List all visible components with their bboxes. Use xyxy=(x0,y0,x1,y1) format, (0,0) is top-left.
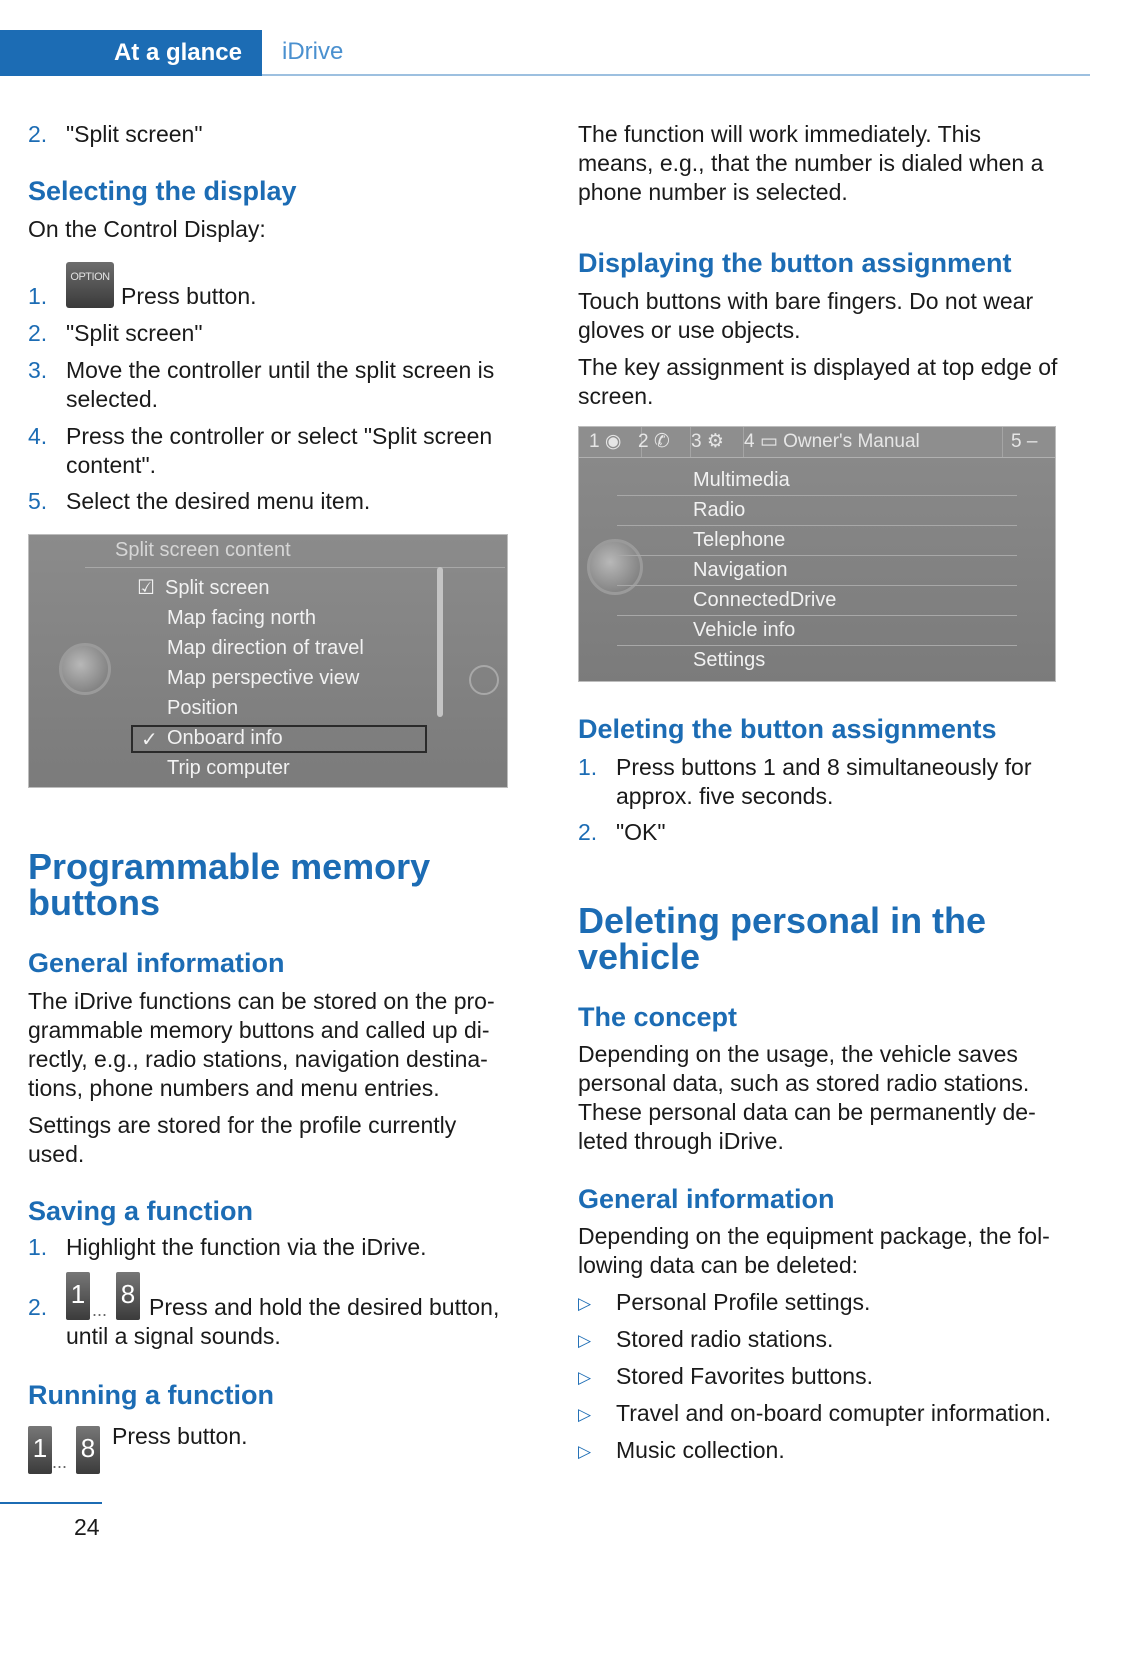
deleting-assignments-heading: Deleting the button assignments xyxy=(578,714,997,744)
menu-item: Map perspective view xyxy=(167,667,360,689)
step-text: "Split screen" xyxy=(66,320,203,346)
step-number: 5. xyxy=(28,488,48,514)
step-number: 1. xyxy=(28,283,48,309)
menu-divider xyxy=(617,495,1017,496)
controller-knob-icon xyxy=(587,539,643,595)
key-assignment-text: screen. xyxy=(578,383,654,409)
bullet-triangle-icon: ▷ xyxy=(578,1442,592,1461)
display-text: gloves or use objects. xyxy=(578,317,801,343)
menu-item: Radio xyxy=(693,499,746,521)
slot-5 xyxy=(997,427,1056,457)
scrollbar xyxy=(437,567,443,717)
bullet-triangle-icon: ▷ xyxy=(578,1405,592,1424)
slot-number: 5 – xyxy=(1011,431,1038,452)
concept-text: personal data, such as stored radio stations. xyxy=(578,1070,1030,1096)
deleting-personal-title-line2: vehicle xyxy=(578,936,701,977)
selecting-intro: On the Control Display: xyxy=(28,216,266,242)
concept-text: Depending on the usage, the vehicle saves xyxy=(578,1041,1018,1067)
check-mark-icon: ✓ xyxy=(141,729,158,751)
bullet-item: Stored radio stations. xyxy=(616,1326,834,1352)
display-text: Touch buttons with bare fingers. Do not wear xyxy=(578,288,1034,314)
screen-title: Split screen content xyxy=(115,539,291,561)
menu-item: Map facing north xyxy=(167,607,316,629)
antenna-icon: ◉ xyxy=(604,431,622,452)
step-number: 2. xyxy=(28,320,48,346)
settings-text: used. xyxy=(28,1141,85,1167)
step-text: until a signal sounds. xyxy=(66,1323,281,1349)
slot-2 xyxy=(632,427,691,457)
general-info-heading: General information xyxy=(578,1184,835,1214)
dots-separator: ... xyxy=(52,1452,68,1472)
chapter-title: iDrive xyxy=(282,38,344,65)
general-info-text: tions, phone numbers and menu entries. xyxy=(28,1075,440,1101)
list-number: 2. xyxy=(28,121,48,147)
memory-button-8-icon: 8 xyxy=(116,1272,140,1320)
slot-4 xyxy=(738,427,1003,457)
header-rule xyxy=(262,74,1090,76)
step-number: 2. xyxy=(578,819,598,845)
menu-item: Map direction of travel xyxy=(167,637,364,659)
menu-item: Navigation xyxy=(693,559,788,581)
list-text: "Split screen" xyxy=(66,121,203,147)
programmable-title-line2: buttons xyxy=(28,882,160,923)
slot-3 xyxy=(685,427,744,457)
menu-item: Telephone xyxy=(693,529,786,551)
dots-separator: ... xyxy=(92,1300,108,1320)
split-screen-menu-image xyxy=(28,534,508,788)
footer-rule xyxy=(0,1502,102,1504)
display-assignment-heading: Displaying the button assignment xyxy=(578,248,1012,278)
slot-number: 2 xyxy=(638,431,649,452)
bullet-triangle-icon: ▷ xyxy=(578,1331,592,1350)
intro-text: phone number is selected. xyxy=(578,179,848,205)
general-info-text: rectly, e.g., radio stations, navigation destina- xyxy=(28,1046,488,1072)
menu-divider xyxy=(617,615,1017,616)
step-text: "OK" xyxy=(616,819,666,845)
controller-knob-icon xyxy=(59,643,111,695)
menu-item: Split screen xyxy=(165,577,270,599)
bullet-item: Stored Favorites buttons. xyxy=(616,1363,873,1389)
menu-item: Position xyxy=(167,697,239,719)
step-text: selected. xyxy=(66,386,159,412)
checkbox-icon: ☑ xyxy=(137,577,155,599)
section-tab xyxy=(0,30,262,76)
general-info-text: grammable memory buttons and called up di- xyxy=(28,1017,490,1043)
programmable-title-line1: Programmable memory xyxy=(28,846,431,887)
bullet-item: Travel and on-board comupter information. xyxy=(616,1400,1052,1426)
step-text: Press the controller or select "Split screen xyxy=(66,423,493,449)
section-tab-label: At a glance xyxy=(113,39,242,66)
general-info-heading: General information xyxy=(28,948,285,978)
option-button-icon xyxy=(66,262,114,308)
running-heading: Running a function xyxy=(28,1380,274,1410)
bullet-item: Music collection. xyxy=(616,1437,785,1463)
step-text: Select the desired menu item. xyxy=(66,488,371,514)
deleting-personal-title-line1: Deleting personal in the xyxy=(578,900,987,941)
menu-divider xyxy=(617,555,1017,556)
step-text: Press and hold the desired button, xyxy=(149,1294,500,1320)
menu-item: ConnectedDrive xyxy=(693,589,837,611)
intro-text: The function will work immediately. This xyxy=(578,121,982,147)
step-number: 2. xyxy=(28,1294,48,1320)
bullet-triangle-icon: ▷ xyxy=(578,1368,592,1387)
saving-heading: Saving a function xyxy=(28,1196,254,1226)
intro-text: means, e.g., that the number is dialed when a xyxy=(578,150,1044,176)
bullet-triangle-icon: ▷ xyxy=(578,1294,592,1313)
side-knob-icon xyxy=(469,665,499,695)
menu-divider xyxy=(617,585,1017,586)
settings-text: Settings are stored for the profile currently xyxy=(28,1112,457,1138)
bullet-item: Personal Profile settings. xyxy=(616,1289,871,1315)
slot-number: 3 xyxy=(691,431,702,452)
memory-button-1-icon: 1 xyxy=(28,1426,52,1474)
menu-item: Onboard info xyxy=(167,727,283,749)
menu-item: Trip computer xyxy=(167,757,290,779)
step-number: 1. xyxy=(578,754,598,780)
step-text: content". xyxy=(66,452,157,478)
running-text: Press button. xyxy=(112,1423,248,1449)
option-button-label: OPTION xyxy=(70,271,110,283)
gear-icon: ⚙ xyxy=(706,431,724,452)
menu-item: Multimedia xyxy=(693,469,790,491)
assignment-bar xyxy=(579,427,1055,458)
slot-number: 1 xyxy=(589,431,600,452)
step-number: 3. xyxy=(28,357,48,383)
general-info-text: Depending on the equipment package, the fol- xyxy=(578,1223,1050,1249)
general-info-text: The iDrive functions can be stored on the pro- xyxy=(28,988,495,1014)
step-number: 4. xyxy=(28,423,48,449)
concept-heading: The concept xyxy=(578,1002,738,1032)
menu-item: Settings xyxy=(693,649,766,671)
menu-divider xyxy=(617,525,1017,526)
selecting-display-heading: Selecting the display xyxy=(28,176,297,206)
car-icon: ▭ xyxy=(759,431,778,452)
step-number: 1. xyxy=(28,1234,48,1260)
step-text: Press button. xyxy=(121,283,257,309)
phone-icon: ✆ xyxy=(653,431,670,452)
step-text: approx. five seconds. xyxy=(616,783,834,809)
general-info-text: lowing data can be deleted: xyxy=(578,1252,859,1278)
step-text: Press buttons 1 and 8 simultaneously for xyxy=(616,754,1032,780)
concept-text: These personal data can be permanently de- xyxy=(578,1099,1036,1125)
button-assignment-image xyxy=(578,426,1056,682)
key-assignment-text: The key assignment is displayed at top edge of xyxy=(578,354,1058,380)
menu-item: Vehicle info xyxy=(693,619,796,641)
slot-label: Owner's Manual xyxy=(783,431,920,452)
step-text: Move the controller until the split screen is xyxy=(66,357,495,383)
concept-text: leted through iDrive. xyxy=(578,1128,784,1154)
memory-button-8-icon: 8 xyxy=(76,1426,100,1474)
slot-number: 4 xyxy=(744,431,755,452)
memory-button-1-icon: 1 xyxy=(66,1272,90,1320)
menu-divider xyxy=(617,645,1017,646)
page-number: 24 xyxy=(74,1514,100,1540)
step-text: Highlight the function via the iDrive. xyxy=(66,1234,427,1260)
